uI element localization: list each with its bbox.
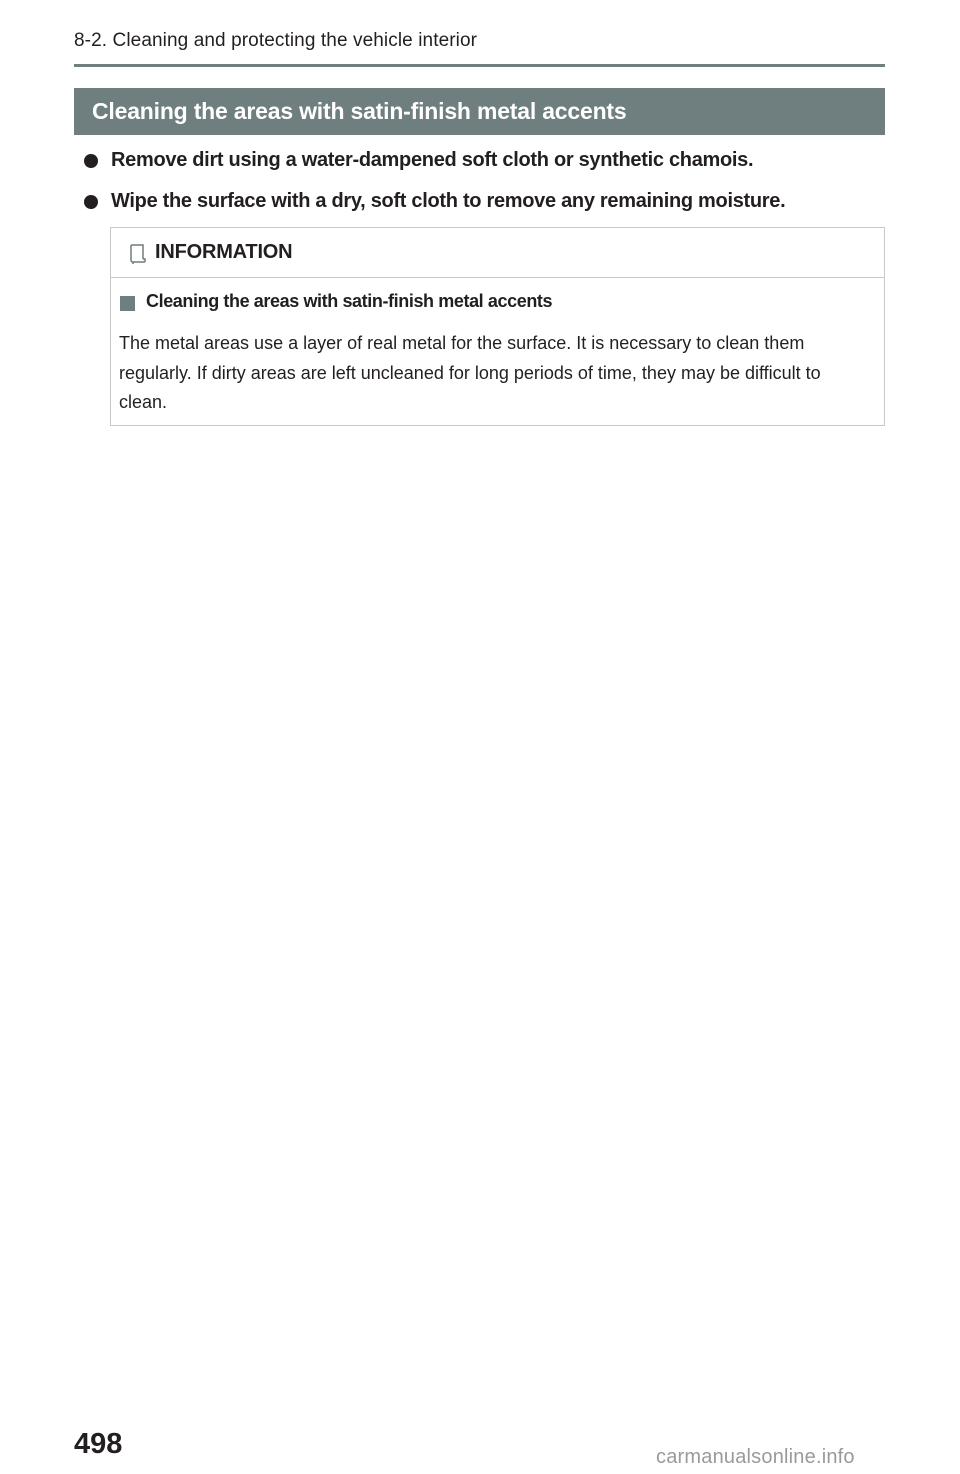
bullet-text: Remove dirt using a water-dampened soft cloth or synthetic chamois. [111,149,754,171]
running-head: 8-2. Cleaning and protecting the vehicle interior [74,30,478,51]
watermark: carmanualsonline.info [656,1446,855,1468]
bullet-dot-icon [84,195,98,209]
section-header-bar [74,88,885,135]
bullet-dot-icon [84,154,98,168]
information-title: INFORMATION [155,241,293,263]
square-bullet-icon [120,296,135,311]
header-divider [74,64,885,67]
information-box [110,227,885,426]
section-title: Cleaning the areas with satin-finish metal accents [92,98,627,124]
page-number: 498 [74,1428,123,1460]
information-header [111,228,884,278]
information-subheading: Cleaning the areas with satin-finish metal accents [146,291,553,311]
information-body: The metal areas use a layer of real metal for the surface. It is necessary to clean them regularly. If dirty areas are left uncleaned for long periods of time, they may be difficult to clean. [119,333,821,412]
book-icon [128,243,148,265]
bullet-text: Wipe the surface with a dry, soft cloth to remove any remaining moisture. [111,190,786,212]
